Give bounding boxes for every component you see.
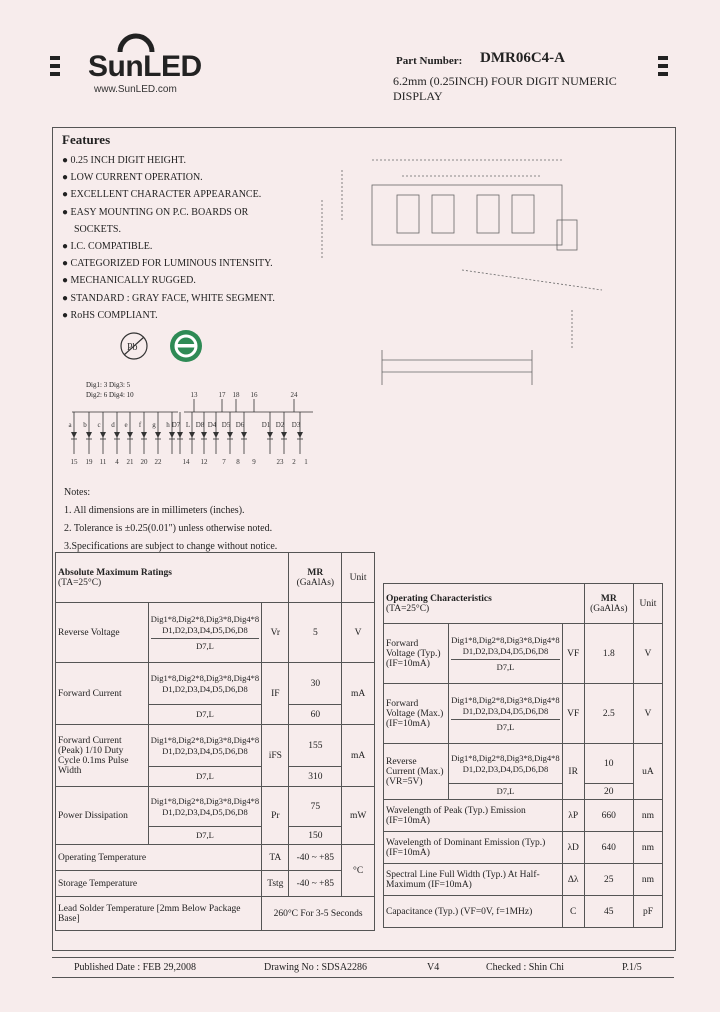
circuit-diode-icon [155,432,161,438]
circuit-top-pin-label: 24 [290,391,298,399]
abs-row-sym: iFS [262,725,289,787]
circuit-bottom-pin-label: 19 [85,458,93,466]
abs-row-name: Power Dissipation [56,787,149,845]
abs-row-val: 260°C For 3-5 Seconds [262,897,375,931]
abs-row-name: Operating Temperature [56,845,262,871]
published-date: Published Date : FEB 29,2008 [74,962,196,973]
version: V4 [427,962,440,973]
op-row-val: 20 [584,784,633,800]
op-row-val: 1.8 [584,624,633,684]
op-row-sym: VF [562,624,584,684]
circuit-segment-label: D1 [261,421,271,429]
circuit-segment-label: h [166,421,170,429]
circuit-segment-label: D6 [235,421,245,429]
circuit-segment-label: D4 [207,421,217,429]
drawing-number: Drawing No : SDSA2286 [264,962,368,973]
abs-row-name: Forward Current [56,663,149,725]
op-unit-head: Unit [633,584,662,624]
circuit-segment-label: L [185,421,191,429]
pb-free-icon [118,330,150,362]
circuit-segment-label: g [152,421,156,429]
abs-seg-a: Dig1*8,Dig2*8,Dig3*8,Dig4*8 D1,D2,D3,D4,D5,D6,D8 [148,663,261,705]
abs-seg-b: D7,L [148,705,261,725]
part-number-label: Part Number: [396,55,463,67]
registration-mark [50,64,60,68]
op-row-sym: λD [562,832,584,864]
op-row-name: Forward Voltage (Max.) (IF=10mA) [384,684,449,744]
op-row-val: 2.5 [584,684,633,744]
circuit-diode-icon [169,432,175,438]
footer-divider [52,977,674,978]
abs-seg-a: Dig1*8,Dig2*8,Dig3*8,Dig4*8 D1,D2,D3,D4,D5,D6,D8 [148,787,261,827]
absolute-max-ratings-table [55,552,375,931]
note-item: 3.Specifications are subject to change without notice. [64,541,278,552]
op-seg-label: Dig1*8,Dig2*8,Dig3*8,Dig4*8 D1,D2,D3,D4,D5,D6,D8 D7,L [449,684,562,744]
op-row-name: Forward Voltage (Typ.) (IF=10mA) [384,624,449,684]
feature-item: ● LOW CURRENT OPERATION. [62,172,203,184]
abs-row-val: 75 [289,787,342,827]
op-title: Operating Characteristics [386,593,492,604]
circuit-diode-icon [227,432,233,438]
feature-item: ● 0.25 INCH DIGIT HEIGHT. [62,155,186,166]
circuit-diode-icon [297,432,303,438]
abs-row-val: -40 ~ +85 [289,845,342,871]
abs-temp-unit: °C [342,845,375,897]
op-seg-label: Dig1*8,Dig2*8,Dig3*8,Dig4*8 D1,D2,D3,D4,D5,D6,D8 D7,L [449,624,562,684]
circuit-diode-icon [177,432,183,438]
digit-map-line: Dig1: 3 Dig3: 5 [86,381,131,389]
circuit-top-pin-label: 13 [190,391,198,399]
abs-row-val: 30 [289,663,342,705]
abs-row-sym: TA [262,845,289,871]
op-row-unit: nm [633,832,662,864]
circuit-segment-label: b [83,421,87,429]
circuit-diode-icon [86,432,92,438]
circuit-segment-label: f [138,421,142,429]
circuit-bottom-pin-label: 2 [292,458,296,466]
brand-logo: SunLED [88,50,202,83]
feature-item: ● RoHS COMPLIANT. [62,309,158,321]
circuit-segment-label: D3 [291,421,301,429]
feature-item: ● I.C. COMPATIBLE. [62,241,153,253]
op-seg-a: Dig1*8,Dig2*8,Dig3*8,Dig4*8 D1,D2,D3,D4,D5,D6,D8 [449,744,562,784]
circuit-diode-icon [213,432,219,438]
op-row-unit: V [633,624,662,684]
op-row-sym: λP [562,800,584,832]
circuit-bottom-pin-label: 23 [276,458,284,466]
circuit-segment-label: e [124,421,128,429]
abs-row-name: Lead Solder Temperature [2mm Below Package Base] [56,897,262,931]
abs-mr-head: MR [307,567,324,578]
circuit-bottom-pin-label: 1 [304,458,308,466]
registration-mark [658,72,668,76]
abs-row-unit: mW [342,787,375,845]
abs-row-val: -40 ~ +85 [289,871,342,897]
circuit-bottom-pin-label: 15 [70,458,78,466]
abs-row-sym: Tstg [262,871,289,897]
abs-row-unit: V [342,603,375,663]
abs-row-unit: mA [342,663,375,725]
circuit-segment-label: D8 [195,421,205,429]
abs-seg-a: Dig1*8,Dig2*8,Dig3*8,Dig4*8 D1,D2,D3,D4,D5,D6,D8 [148,725,261,767]
op-row-name: Reverse Current (Max.) (VR=5V) [384,744,449,800]
op-row-val: 45 [584,896,633,928]
abs-row-val: 5 [289,603,342,663]
circuit-bottom-pin-label: 22 [154,458,162,466]
op-row-sym: Δλ [562,864,584,896]
brand-url: www.SunLED.com [94,84,177,95]
features-title: Features [62,132,111,147]
notes-title: Notes: [64,487,91,498]
abs-row-val: 60 [289,705,342,725]
feature-item: ● STANDARD : GRAY FACE, WHITE SEGMENT. [62,292,275,304]
abs-row-name: Forward Current (Peak) 1/10 Duty Cycle 0.1ms Pulse Width [56,725,149,787]
circuit-bottom-pin-label: 21 [126,458,134,466]
circuit-diode-icon [114,432,120,438]
abs-row-name: Storage Temperature [56,871,262,897]
abs-seg-label: Dig1*8,Dig2*8,Dig3*8,Dig4*8 D1,D2,D3,D4,D5,D6,D8 D7,L [148,603,261,663]
digit-map-line: Dig2: 6 Dig4: 10 [86,391,134,399]
abs-title: Absolute Maximum Ratings [58,567,173,578]
abs-row-val: 155 [289,725,342,767]
op-row-unit: nm [633,800,662,832]
note-item: 2. Tolerance is ±0.25(0.01") unless otherwise noted. [64,523,273,534]
footer-divider [52,957,674,958]
op-seg-b: D7,L [449,784,562,800]
page-number: P.1/5 [622,962,642,973]
registration-mark [50,56,60,60]
internal-circuit-diagram [58,388,318,468]
op-mr-sub: (GaAlAs) [590,603,628,614]
op-row-val: 640 [584,832,633,864]
op-row-name: Capacitance (Typ.) (VF=0V, f=1MHz) [384,896,563,928]
op-row-name: Wavelength of Peak (Typ.) Emission (IF=10mA) [384,800,563,832]
checked-by: Checked : Shin Chi [486,962,565,973]
circuit-diode-icon [127,432,133,438]
circuit-segment-label: d [111,421,115,429]
abs-mr-sub: (GaAlAs) [296,577,335,588]
op-row-val: 10 [584,744,633,784]
circuit-bottom-pin-label: 7 [222,458,226,466]
registration-mark [658,56,668,60]
op-row-sym: IR [562,744,584,800]
op-row-unit: V [633,684,662,744]
abs-unit-head: Unit [342,553,375,603]
op-row-unit: pF [633,896,662,928]
op-cond: (TA=25°C) [386,603,430,614]
feature-item: ● EASY MOUNTING ON P.C. BOARDS OR [62,206,249,218]
abs-row-val: 310 [289,767,342,787]
abs-row-unit: mA [342,725,375,787]
circuit-top-pin-label: 17 [218,391,226,399]
circuit-diode-icon [267,432,273,438]
circuit-segment-label: D7 [171,421,181,429]
feature-item: SOCKETS. [74,223,121,235]
op-row-unit: nm [633,864,662,896]
circuit-segment-label: D5 [221,421,231,429]
op-row-unit: uA [633,744,662,800]
abs-row-sym: Vr [262,603,289,663]
feature-item: ● MECHANICALLY RUGGED. [62,275,196,287]
op-row-val: 25 [584,864,633,896]
rohs-e-icon [168,328,204,364]
abs-row-name: Reverse Voltage [56,603,149,663]
op-row-name: Wavelength of Dominant Emission (Typ.) (IF=10mA) [384,832,563,864]
operating-characteristics-table [383,583,663,928]
registration-mark [50,72,60,76]
note-item: 1. All dimensions are in millimeters (inches). [64,505,245,516]
feature-item: ● EXCELLENT CHARACTER APPEARANCE. [62,189,262,201]
circuit-bottom-pin-label: 11 [99,458,107,466]
registration-mark [658,64,668,68]
op-mr-head: MR [600,593,617,604]
features-list [62,152,275,324]
circuit-top-pin-label: 16 [250,391,258,399]
op-row-sym: VF [562,684,584,744]
circuit-diode-icon [189,432,195,438]
package-dimension-drawing [312,140,612,390]
product-description: 6.2mm (0.25INCH) FOUR DIGIT NUMERIC DISPLAY [393,74,617,103]
circuit-diode-icon [71,432,77,438]
circuit-diode-icon [281,432,287,438]
feature-item: ● CATEGORIZED FOR LUMINOUS INTENSITY. [62,258,273,270]
op-row-sym: C [562,896,584,928]
circuit-bottom-pin-label: 4 [115,458,119,466]
circuit-diode-icon [201,432,207,438]
circuit-segment-label: a [68,421,72,429]
op-row-val: 660 [584,800,633,832]
abs-seg-b: D7,L [148,767,261,787]
abs-row-val: 150 [289,827,342,845]
circuit-diode-icon [100,432,106,438]
abs-seg-b: D7,L [148,827,261,845]
notes-block [64,484,277,556]
circuit-segment-label: c [97,421,101,429]
circuit-segment-label: D2 [275,421,285,429]
circuit-top-pin-label: 18 [232,391,240,399]
circuit-diode-icon [141,432,147,438]
abs-row-sym: Pr [262,787,289,845]
circuit-bottom-pin-label: 20 [140,458,148,466]
op-row-name: Spectral Line Full Width (Typ.) At Half-Maximum (IF=10mA) [384,864,563,896]
circuit-diode-icon [241,432,247,438]
circuit-bottom-pin-label: 9 [252,458,256,466]
part-number: DMR06C4-A [480,50,565,66]
svg-text:Pb: Pb [127,342,138,353]
abs-cond: (TA=25°C) [58,577,102,588]
circuit-bottom-pin-label: 14 [182,458,190,466]
abs-row-sym: IF [262,663,289,725]
circuit-bottom-pin-label: 12 [200,458,208,466]
circuit-bottom-pin-label: 8 [236,458,240,466]
